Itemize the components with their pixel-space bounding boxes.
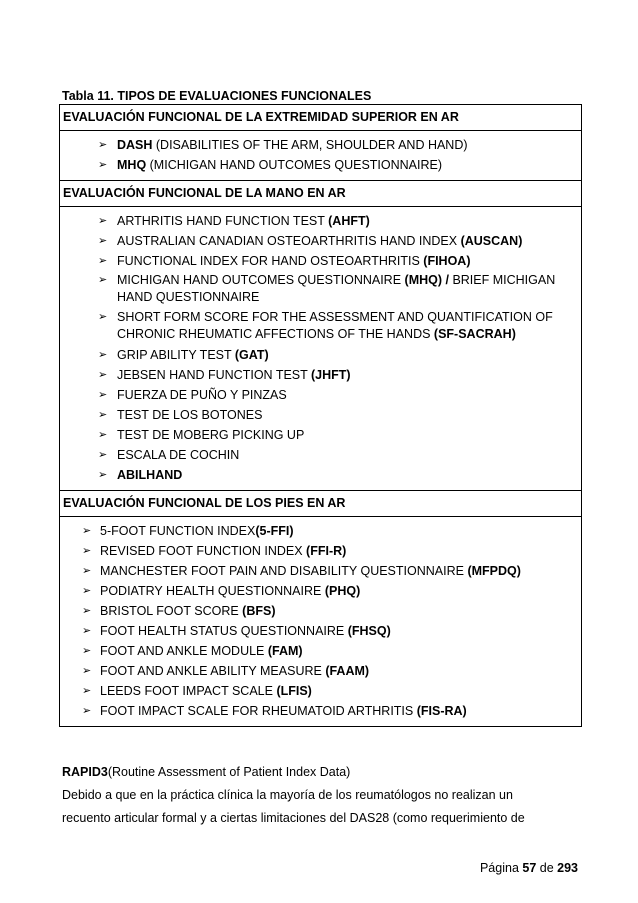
list-item (60, 681, 577, 701)
body-text-line-1: Debido a que en la práctica clínica la mayoría de los reumatólogos no realizan un (62, 788, 513, 802)
section-body-feet (60, 517, 582, 727)
item-list (60, 517, 581, 726)
item-text: BRIEF MICHIGAN HAND QUESTIONNAIRE (117, 273, 556, 304)
section-header-upper-extremity (60, 105, 582, 131)
item-text: 5-FOOT FUNCTION INDEX (100, 524, 256, 538)
arrow-bullet-icon: ➢ (98, 311, 108, 323)
item-text: MANCHESTER FOOT PAIN AND DISABILITY QUESTIONNAIRE (100, 564, 468, 578)
list-item (60, 541, 577, 561)
list-item (60, 581, 577, 601)
rapid3-heading (62, 765, 350, 779)
list-item (60, 661, 577, 681)
item-text: BRISTOL FOOT SCORE (100, 604, 243, 618)
item-text: FOOT HEALTH STATUS QUESTIONNAIRE (100, 624, 348, 638)
section-heading: EVALUACIÓN FUNCIONAL DE LOS PIES EN AR (60, 491, 582, 517)
item-acronym: (SF-SACRAH) (433, 327, 516, 341)
item-text: (MICHIGAN HAND OUTCOMES QUESTIONNAIRE) (146, 158, 443, 172)
list-item (60, 211, 577, 231)
item-text: ESCALA DE COCHIN (117, 448, 240, 462)
section-heading: EVALUACIÓN FUNCIONAL DE LA MANO EN AR (60, 181, 582, 207)
list-item (60, 465, 577, 485)
list-item (60, 365, 577, 385)
item-text: PODIATRY HEALTH QUESTIONNAIRE (100, 584, 325, 598)
list-item (60, 231, 577, 251)
item-acronym: (FAM) (267, 644, 303, 658)
arrow-bullet-icon: ➢ (82, 565, 92, 577)
list-item (60, 405, 577, 425)
item-text: REVISED FOOT FUNCTION INDEX (100, 544, 307, 558)
list-item (60, 155, 577, 175)
page-total: 293 (557, 861, 578, 875)
arrow-bullet-icon: ➢ (82, 665, 92, 677)
arrow-bullet-icon: ➢ (82, 705, 92, 717)
page-separator: de (536, 861, 558, 875)
list-item (60, 425, 577, 445)
item-acronym: (5-FFI) (255, 524, 294, 538)
list-item (60, 385, 577, 405)
item-acronym: (AUSCAN) (460, 234, 523, 248)
item-text: SHORT FORM SCORE FOR THE ASSESSMENT AND QUANTIFICATION OF CHRONIC RHEUMATIC AFFECTIONS OF THE HANDS (117, 310, 553, 341)
item-acronym: DASH (117, 138, 153, 152)
item-text: FOOT AND ANKLE MODULE (100, 644, 268, 658)
item-acronym: (FIS-RA) (416, 704, 467, 718)
item-text: FUNCTIONAL INDEX FOR HAND OSTEOARTHRITIS (117, 254, 424, 268)
item-acronym: (FHSQ) (347, 624, 391, 638)
section-heading: EVALUACIÓN FUNCIONAL DE LA EXTREMIDAD SUPERIOR EN AR (60, 105, 582, 131)
item-text: LEEDS FOOT IMPACT SCALE (100, 684, 277, 698)
item-acronym: (LFIS) (276, 684, 312, 698)
list-item (60, 521, 577, 541)
item-text: AUSTRALIAN CANADIAN OSTEOARTHRITIS HAND INDEX (117, 234, 461, 248)
item-acronym: (JHFT) (311, 368, 351, 382)
item-text: JEBSEN HAND FUNCTION TEST (117, 368, 312, 382)
page-number (480, 861, 578, 875)
arrow-bullet-icon: ➢ (98, 409, 108, 421)
arrow-bullet-icon: ➢ (82, 645, 92, 657)
list-item (60, 308, 577, 345)
arrow-bullet-icon: ➢ (98, 159, 108, 171)
item-acronym: ABILHAND (117, 468, 183, 482)
arrow-bullet-icon: ➢ (98, 139, 108, 151)
body-text-line-2: recuento articular formal y a ciertas limitaciones del DAS28 (como requerimiento de (62, 811, 525, 825)
list-item (60, 601, 577, 621)
arrow-bullet-icon: ➢ (98, 255, 108, 267)
item-text: TEST DE LOS BOTONES (117, 408, 263, 422)
arrow-bullet-icon: ➢ (82, 545, 92, 557)
list-item (60, 135, 577, 155)
arrow-bullet-icon: ➢ (98, 215, 108, 227)
item-text: FOOT AND ANKLE ABILITY MEASURE (100, 664, 326, 678)
list-item (60, 271, 577, 308)
item-acronym: (GAT) (234, 348, 269, 362)
evaluations-table (59, 104, 582, 727)
list-item (60, 251, 577, 271)
item-acronym: (BFS) (242, 604, 276, 618)
list-item (60, 561, 577, 581)
section-body-upper-extremity (60, 131, 582, 181)
arrow-bullet-icon: ➢ (98, 469, 108, 481)
section-header-feet (60, 491, 582, 517)
arrow-bullet-icon: ➢ (98, 449, 108, 461)
table-caption: Tabla 11. TIPOS DE EVALUACIONES FUNCIONALES (62, 89, 372, 103)
item-text: TEST DE MOBERG PICKING UP (117, 428, 305, 442)
arrow-bullet-icon: ➢ (98, 369, 108, 381)
list-item (60, 345, 577, 365)
item-acronym: MHQ (117, 158, 147, 172)
page-label: Página (479, 861, 523, 875)
arrow-bullet-icon: ➢ (82, 685, 92, 697)
arrow-bullet-icon: ➢ (98, 389, 108, 401)
item-text: MICHIGAN HAND OUTCOMES QUESTIONNAIRE (117, 273, 405, 287)
item-acronym: (MFPDQ) (467, 564, 521, 578)
page-current: 57 (522, 861, 537, 875)
list-item (60, 621, 577, 641)
arrow-bullet-icon: ➢ (98, 235, 108, 247)
list-item (60, 641, 577, 661)
arrow-bullet-icon: ➢ (82, 605, 92, 617)
item-acronym: (AHFT) (328, 214, 370, 228)
item-text: ARTHRITIS HAND FUNCTION TEST (117, 214, 329, 228)
list-item (60, 445, 577, 465)
item-text: FUERZA DE PUÑO Y PINZAS (117, 388, 287, 402)
item-list (60, 131, 581, 180)
item-acronym: (FFI-R) (306, 544, 347, 558)
arrow-bullet-icon: ➢ (82, 625, 92, 637)
arrow-bullet-icon: ➢ (98, 429, 108, 441)
list-item (60, 701, 577, 721)
rapid3-title: RAPID3 (62, 765, 108, 779)
item-text: FOOT IMPACT SCALE FOR RHEUMATOID ARTHRITIS (100, 704, 417, 718)
item-list (60, 207, 581, 490)
arrow-bullet-icon: ➢ (98, 274, 108, 286)
section-body-hand (60, 207, 582, 491)
item-text: (DISABILITIES OF THE ARM, SHOULDER AND HAND) (152, 138, 468, 152)
item-text: GRIP ABILITY TEST (117, 348, 235, 362)
arrow-bullet-icon: ➢ (98, 349, 108, 361)
item-acronym: (MHQ) / (404, 273, 449, 287)
rapid3-subtitle: (Routine Assessment of Patient Index Data) (107, 765, 351, 779)
section-header-hand (60, 181, 582, 207)
item-acronym: (FIHOA) (423, 254, 471, 268)
arrow-bullet-icon: ➢ (82, 525, 92, 537)
item-acronym: (FAAM) (325, 664, 370, 678)
item-acronym: (PHQ) (324, 584, 361, 598)
arrow-bullet-icon: ➢ (82, 585, 92, 597)
